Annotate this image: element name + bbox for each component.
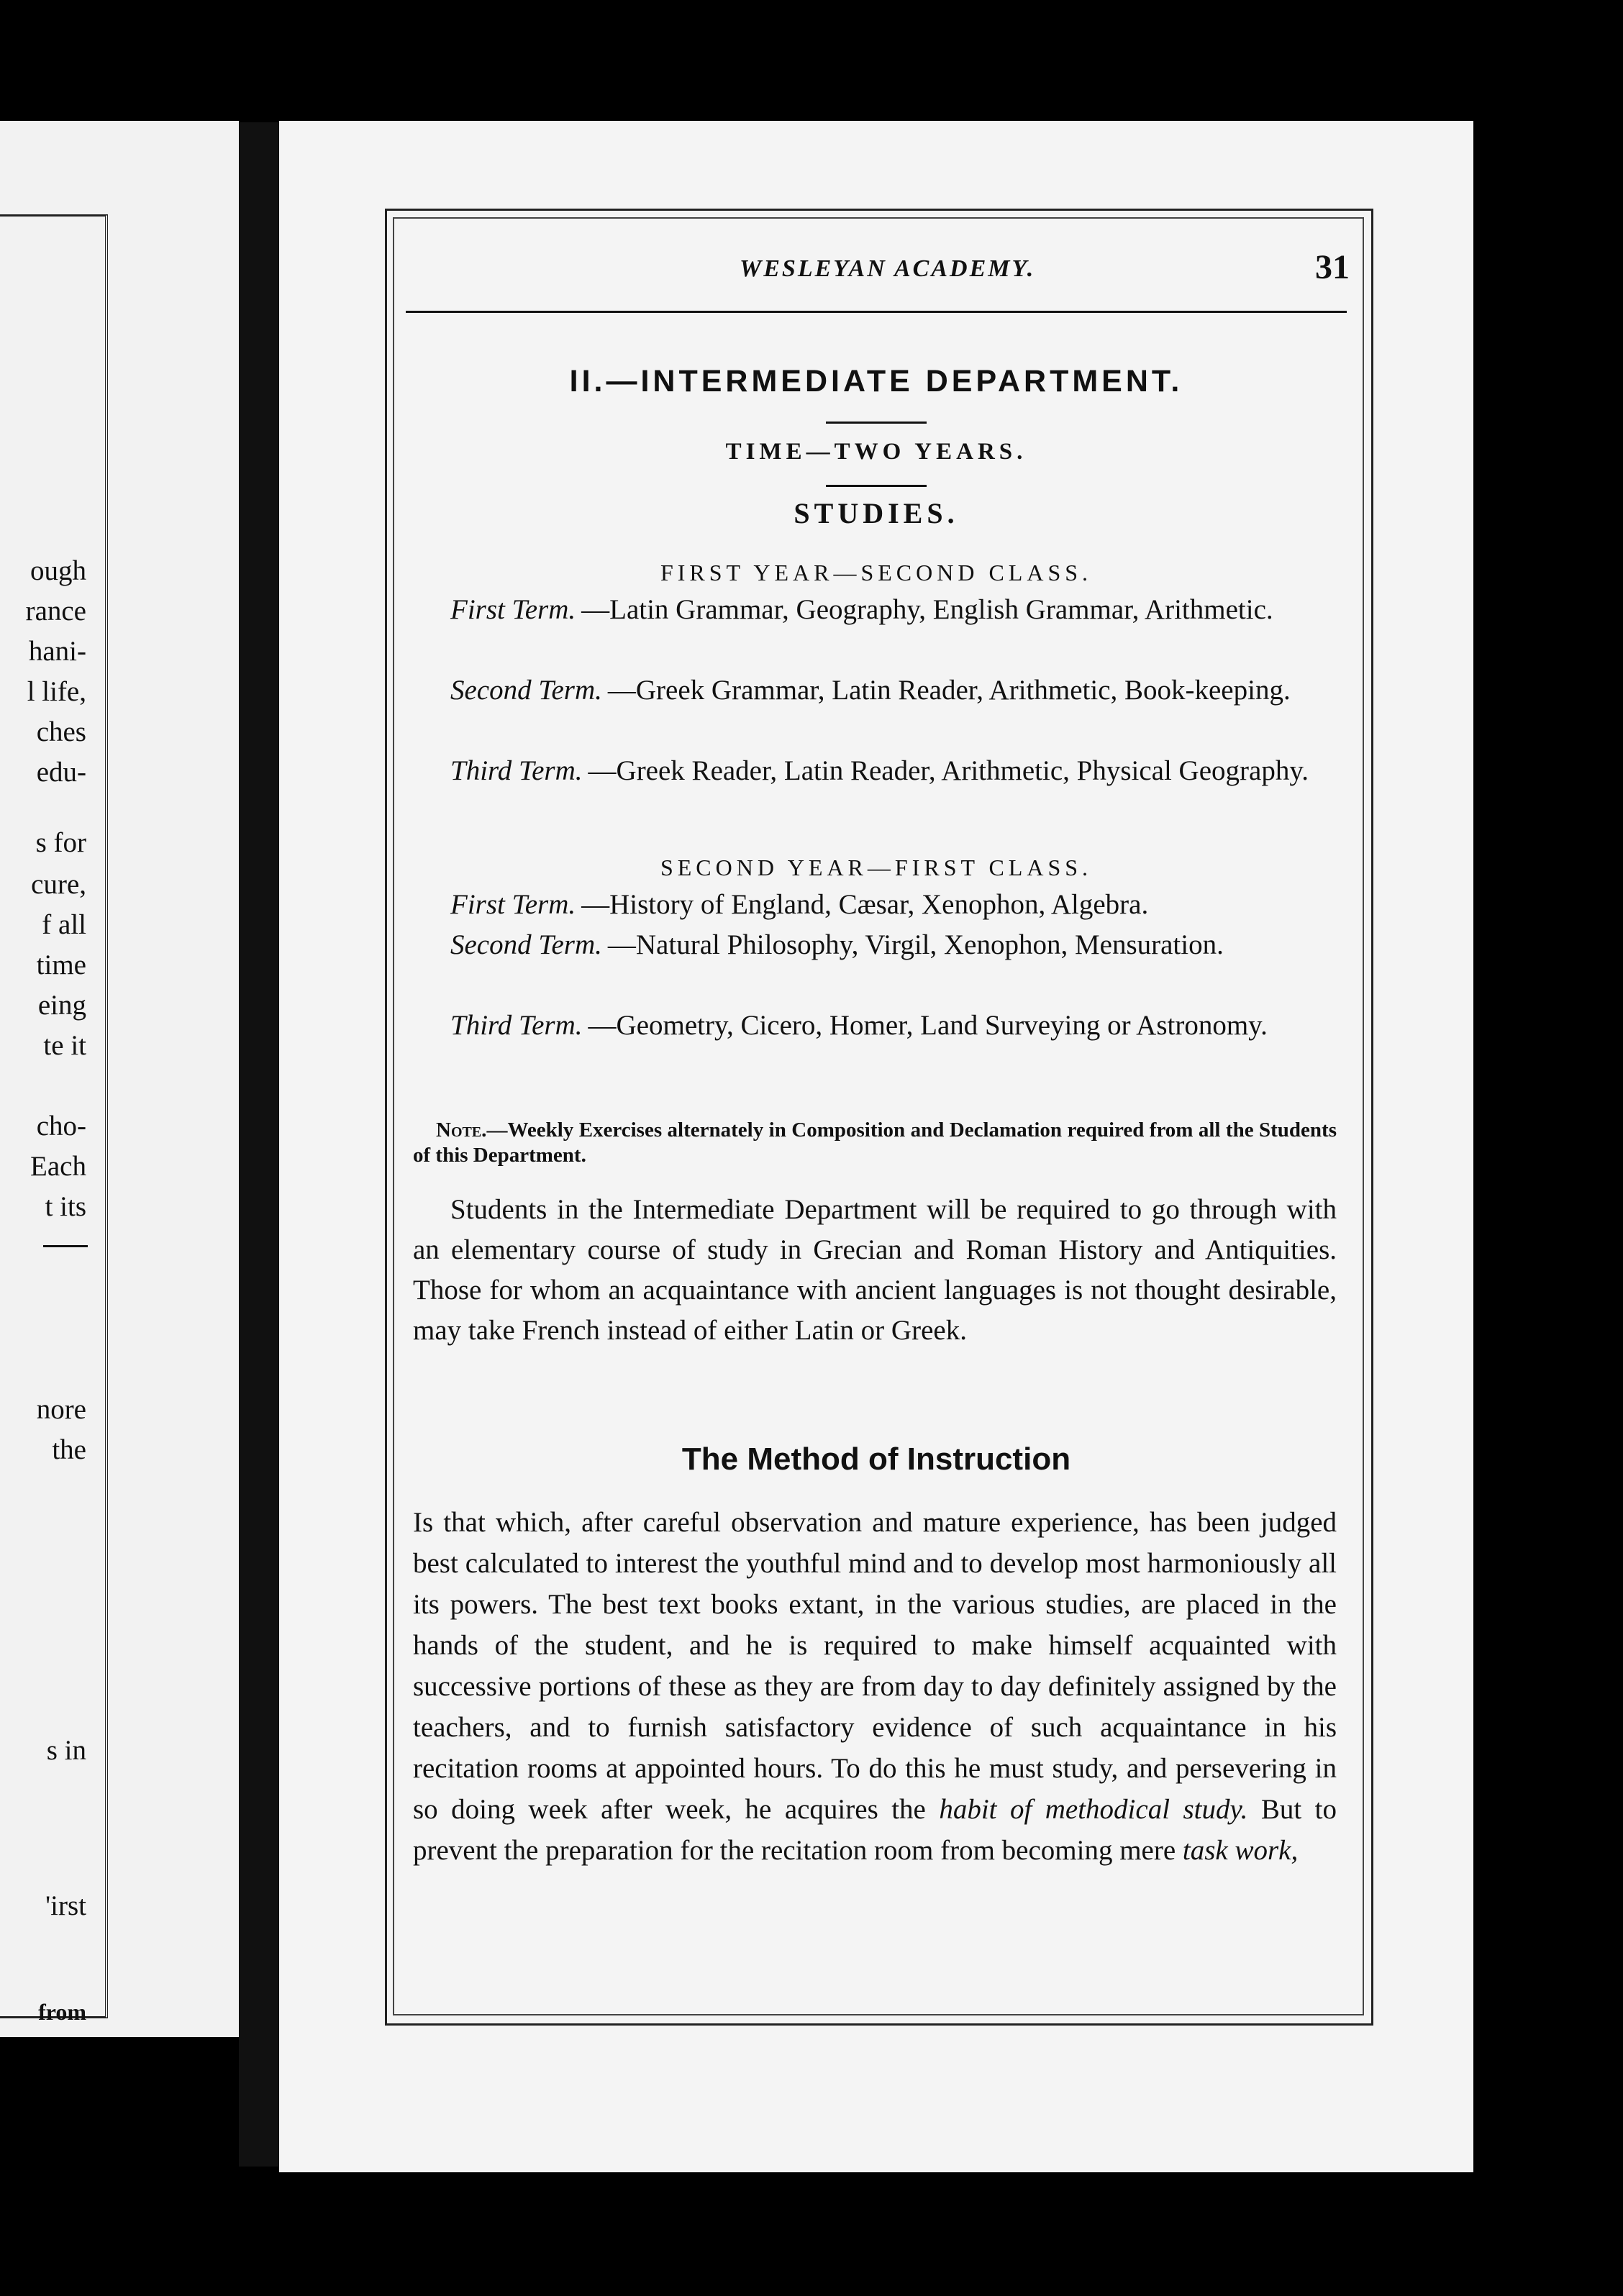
- term-entry: [413, 925, 1337, 965]
- term-subjects: —Greek Grammar, Latin Reader, Arithmetic, Book-keeping.: [607, 675, 1291, 706]
- term-label: Second Term.: [450, 675, 602, 706]
- header-rule: [406, 311, 1347, 313]
- note-text: —Weekly Exercises alternately in Composition and Declamation required from all the Students of this Department.: [413, 1119, 1337, 1167]
- previous-page-fragment: nore: [36, 1394, 86, 1425]
- term-subjects: —Latin Grammar, Geography, English Grammar, Arithmetic.: [581, 594, 1273, 625]
- term-label: Third Term.: [450, 1010, 583, 1041]
- previous-page-frame: [0, 214, 108, 2025]
- term-entry: [413, 751, 1337, 791]
- previous-page-fragment: ough: [30, 555, 86, 586]
- heading-rule: [826, 485, 927, 487]
- intermediate-paragraph: Students in the Intermediate Department will be required to go through with an elementary course of study in Grecian and Roman History and Antiquities. Those for whom an acquaintance with ancient languages is not thought desirable, may take French instead of either Latin or Greek.: [413, 1194, 1337, 1346]
- page-number: 31: [1315, 248, 1350, 286]
- term-subjects: —Natural Philosophy, Virgil, Xenophon, Mensuration.: [607, 929, 1224, 960]
- previous-page-fragment: from: [38, 1999, 86, 2025]
- page: [279, 121, 1473, 2172]
- heading-rule: [826, 422, 927, 424]
- previous-page-fragment: t its: [45, 1191, 86, 1222]
- previous-page-fragment: te it: [43, 1030, 86, 1061]
- previous-page-fragment: s for: [35, 827, 86, 858]
- previous-page-fragment: Each: [30, 1151, 86, 1182]
- method-text: But to prevent the preparation for the recitation room from becoming mere: [413, 1794, 1337, 1866]
- book-gutter: [239, 122, 285, 2167]
- previous-page-fragment: hani-: [28, 636, 86, 667]
- time-heading: TIME—TWO YEARS.: [725, 439, 1027, 465]
- term-subjects: —History of England, Cæsar, Xenophon, Algebra.: [581, 889, 1149, 920]
- previous-page-fragment: s in: [46, 1735, 86, 1766]
- term-label: Third Term.: [450, 755, 583, 786]
- previous-page-fragment: 'irst: [45, 1890, 86, 1921]
- previous-page-fragment: l life,: [27, 676, 86, 707]
- previous-page-fragment: time: [36, 949, 86, 980]
- term-label: First Term.: [450, 889, 576, 920]
- previous-page-fragment: cho-: [36, 1111, 86, 1142]
- previous-page-fragment: rance: [25, 596, 86, 627]
- previous-page-fragment: the: [52, 1434, 86, 1465]
- term-subjects: —Geometry, Cicero, Homer, Land Surveying or Astronomy.: [588, 1010, 1268, 1041]
- method-text: Is that which, after careful observation and mature experience, has been judged best calculated to interest the youthful mind and to develop most harmoniously all its powers. The best text books extant, in the various studies, are placed in the hands of the student, and he is required to make himself acquainted with successive portions of these as they are from day to day definitely assigned by the teachers, and to furnish satisfactory evidence of such acquaintance in his recitation rooms at appointed hours. To do this he must study, and persevering in so doing week after week, he acquires the: [413, 1507, 1337, 1825]
- previous-page-fragment: f all: [42, 909, 86, 940]
- term-subjects: —Greek Reader, Latin Reader, Arithmetic, Physical Geography.: [588, 755, 1309, 786]
- department-note: [413, 1118, 1337, 1168]
- section-title: II.—INTERMEDIATE DEPARTMENT.: [569, 364, 1183, 398]
- year-heading: SECOND YEAR—FIRST CLASS.: [660, 855, 1093, 880]
- term-label: First Term.: [450, 594, 576, 625]
- method-paragraph: [413, 1502, 1337, 1871]
- note-label: Note.: [436, 1119, 487, 1142]
- previous-page: [0, 121, 239, 2037]
- previous-page-fragment: ches: [36, 716, 86, 747]
- term-entry: [413, 885, 1337, 925]
- term-entry: [413, 670, 1337, 711]
- term-entry: [413, 1006, 1337, 1046]
- term-entry: [413, 590, 1337, 630]
- previous-page-fragment: cure,: [31, 869, 86, 900]
- previous-page-fragment: eing: [37, 990, 86, 1021]
- previous-page-fragment: edu-: [36, 757, 86, 788]
- method-heading: The Method of Instruction: [681, 1441, 1071, 1477]
- running-title: WESLEYAN ACADEMY.: [740, 255, 1036, 282]
- previous-page-rule: [43, 1245, 88, 1247]
- method-italic-phrase: habit of methodical study.: [939, 1794, 1248, 1825]
- term-label: Second Term.: [450, 929, 602, 960]
- method-italic-phrase: task work,: [1182, 1835, 1299, 1866]
- page-content: [279, 121, 1473, 2172]
- studies-heading: STUDIES.: [794, 497, 959, 529]
- year-heading: FIRST YEAR—SECOND CLASS.: [660, 560, 1093, 586]
